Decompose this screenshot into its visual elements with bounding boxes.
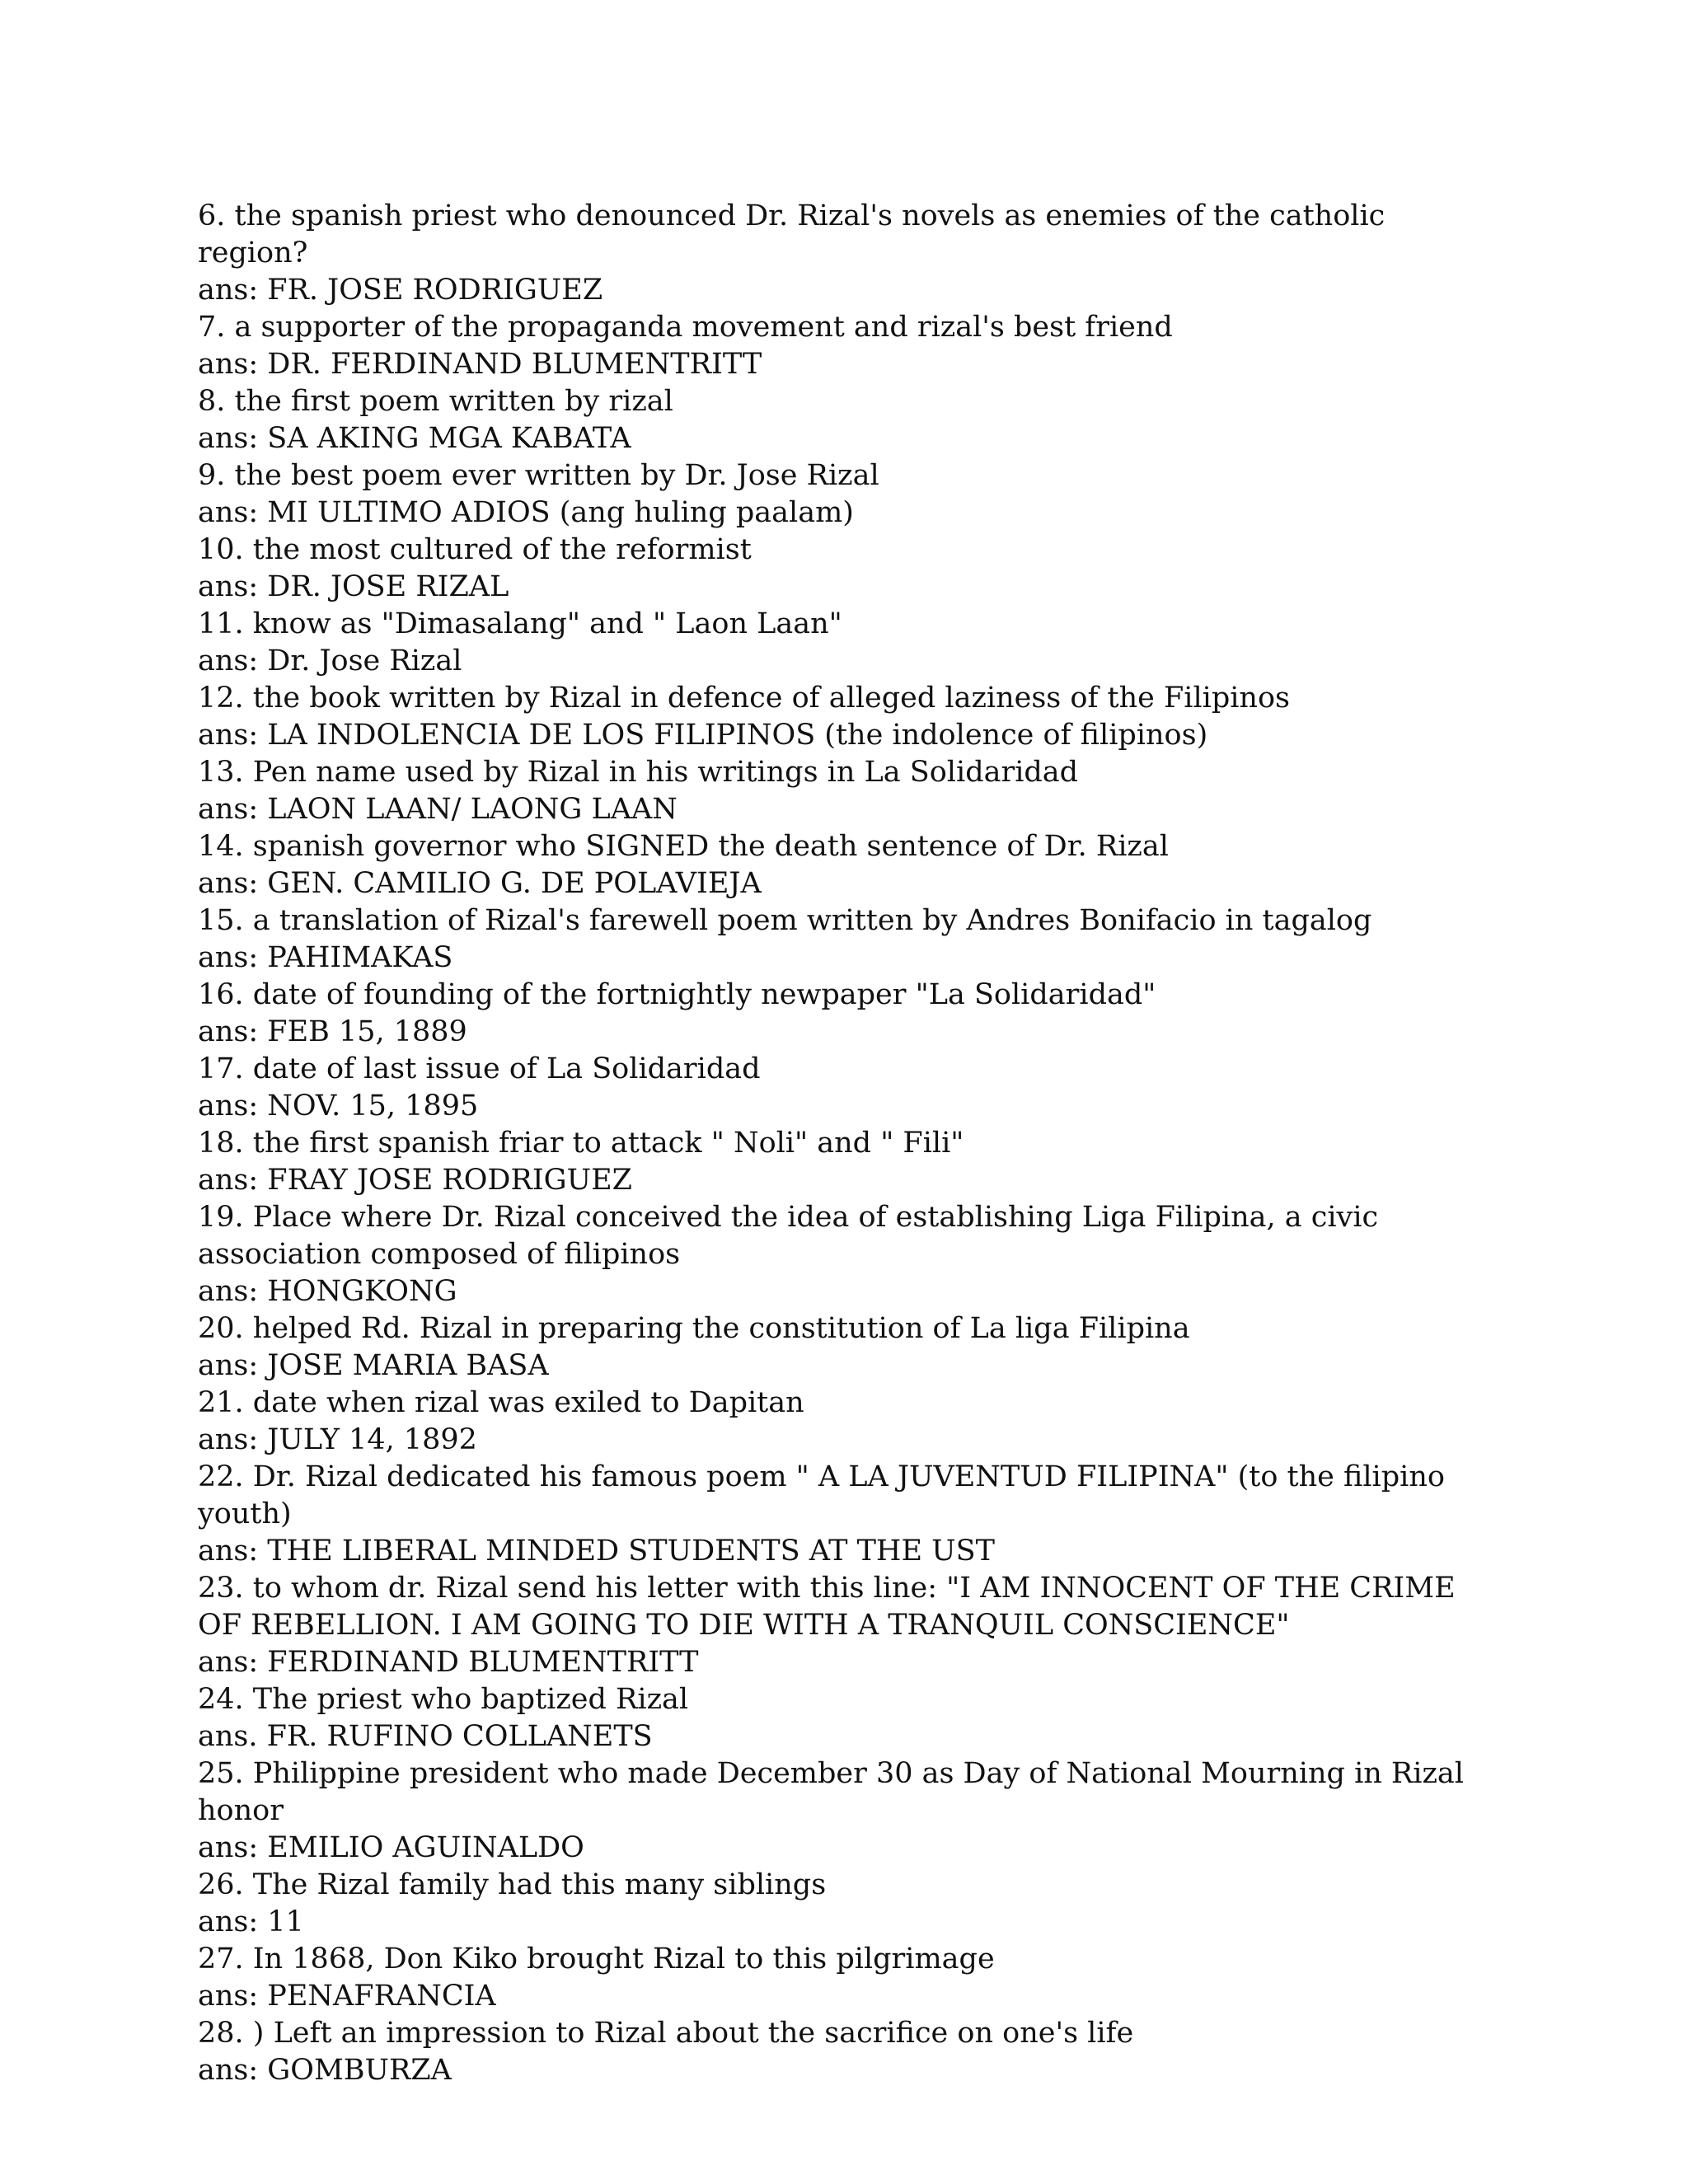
question-26: 26. The Rizal family had this many siblings — [198, 1868, 827, 1901]
question-8: 8. the first poem written by rizal — [198, 385, 673, 418]
question-17: 17. date of last issue of La Solidaridad — [198, 1052, 761, 1085]
question-11: 11. know as "Dimasalang" and " Laon Laan" — [198, 607, 842, 640]
question-22: 22. Dr. Rizal dedicated his famous poem " A LA JUVENTUD FILIPINA" (to the filipino youth) — [198, 1460, 1445, 1530]
question-15: 15. a translation of Rizal's farewell poem written by Andres Bonifacio in tagalog — [198, 904, 1372, 937]
question-7: 7. a supporter of the propaganda movement and rizal's best friend — [198, 311, 1173, 344]
question-21: 21. date when rizal was exiled to Dapitan — [198, 1386, 804, 1419]
answer-21: ans: JULY 14, 1892 — [198, 1423, 477, 1456]
answer-23: ans: FERDINAND BLUMENTRITT — [198, 1646, 699, 1679]
answer-17: ans: NOV. 15, 1895 — [198, 1090, 479, 1122]
question-23: 23. to whom dr. Rizal send his letter with this line: "I AM INNOCENT OF THE CRIME OF REBELLION. I AM GOING TO DIE WITH A TRANQUIL CONSCIENCE" — [198, 1572, 1456, 1642]
answer-6: ans: FR. JOSE RODRIGUEZ — [198, 274, 603, 307]
answer-27: ans: PENAFRANCIA — [198, 1980, 496, 2013]
answer-9: ans: MI ULTIMO ADIOS (ang huling paalam) — [198, 496, 854, 529]
question-27: 27. In 1868, Don Kiko brought Rizal to this pilgrimage — [198, 1943, 995, 1975]
question-24: 24. The priest who baptized Rizal — [198, 1683, 689, 1716]
answer-11: ans: Dr. Jose Rizal — [198, 644, 462, 677]
answer-28: ans: GOMBURZA — [198, 2054, 452, 2087]
answer-12: ans: LA INDOLENCIA DE LOS FILIPINOS (the indolence of filipinos) — [198, 719, 1208, 752]
answer-15: ans: PAHIMAKAS — [198, 941, 453, 974]
question-28: 28. ) Left an impression to Rizal about the sacrifice on one's life — [198, 2017, 1134, 2050]
question-9: 9. the best poem ever written by Dr. Jose Rizal — [198, 459, 879, 492]
question-10: 10. the most cultured of the reformist — [198, 533, 752, 566]
question-19: 19. Place where Dr. Rizal conceived the idea of establishing Liga Filipina, a civic association composed of filipinos — [198, 1201, 1379, 1271]
answer-20: ans: JOSE MARIA BASA — [198, 1349, 549, 1382]
qa-list — [198, 198, 1500, 2089]
answer-24: ans. FR. RUFINO COLLANETS — [198, 1720, 653, 1753]
answer-26: ans: 11 — [198, 1905, 304, 1938]
question-16: 16. date of founding of the fortnightly newpaper "La Solidaridad" — [198, 978, 1156, 1011]
answer-8: ans: SA AKING MGA KABATA — [198, 422, 631, 455]
question-20: 20. helped Rd. Rizal in preparing the constitution of La liga Filipina — [198, 1312, 1190, 1345]
question-12: 12. the book written by Rizal in defence of alleged laziness of the Filipinos — [198, 682, 1291, 715]
answer-18: ans: FRAY JOSE RODRIGUEZ — [198, 1164, 632, 1197]
answer-16: ans: FEB 15, 1889 — [198, 1015, 467, 1048]
question-18: 18. the first spanish friar to attack " Noli" and " Fili" — [198, 1127, 964, 1160]
answer-7: ans: DR. FERDINAND BLUMENTRITT — [198, 348, 762, 381]
answer-14: ans: GEN. CAMILIO G. DE POLAVIEJA — [198, 867, 762, 900]
question-13: 13. Pen name used by Rizal in his writings in La Solidaridad — [198, 756, 1079, 789]
question-25: 25. Philippine president who made December 30 as Day of National Mourning in Rizal honor — [198, 1757, 1464, 1827]
answer-13: ans: LAON LAAN/ LAONG LAAN — [198, 793, 678, 826]
answer-10: ans: DR. JOSE RIZAL — [198, 570, 509, 603]
answer-25: ans: EMILIO AGUINALDO — [198, 1831, 584, 1864]
question-14: 14. spanish governor who SIGNED the death sentence of Dr. Rizal — [198, 830, 1169, 863]
answer-19: ans: HONGKONG — [198, 1275, 457, 1308]
question-6: 6. the spanish priest who denounced Dr. Rizal's novels as enemies of the catholic region? — [198, 199, 1386, 269]
answer-22: ans: THE LIBERAL MINDED STUDENTS AT THE UST — [198, 1535, 995, 1568]
